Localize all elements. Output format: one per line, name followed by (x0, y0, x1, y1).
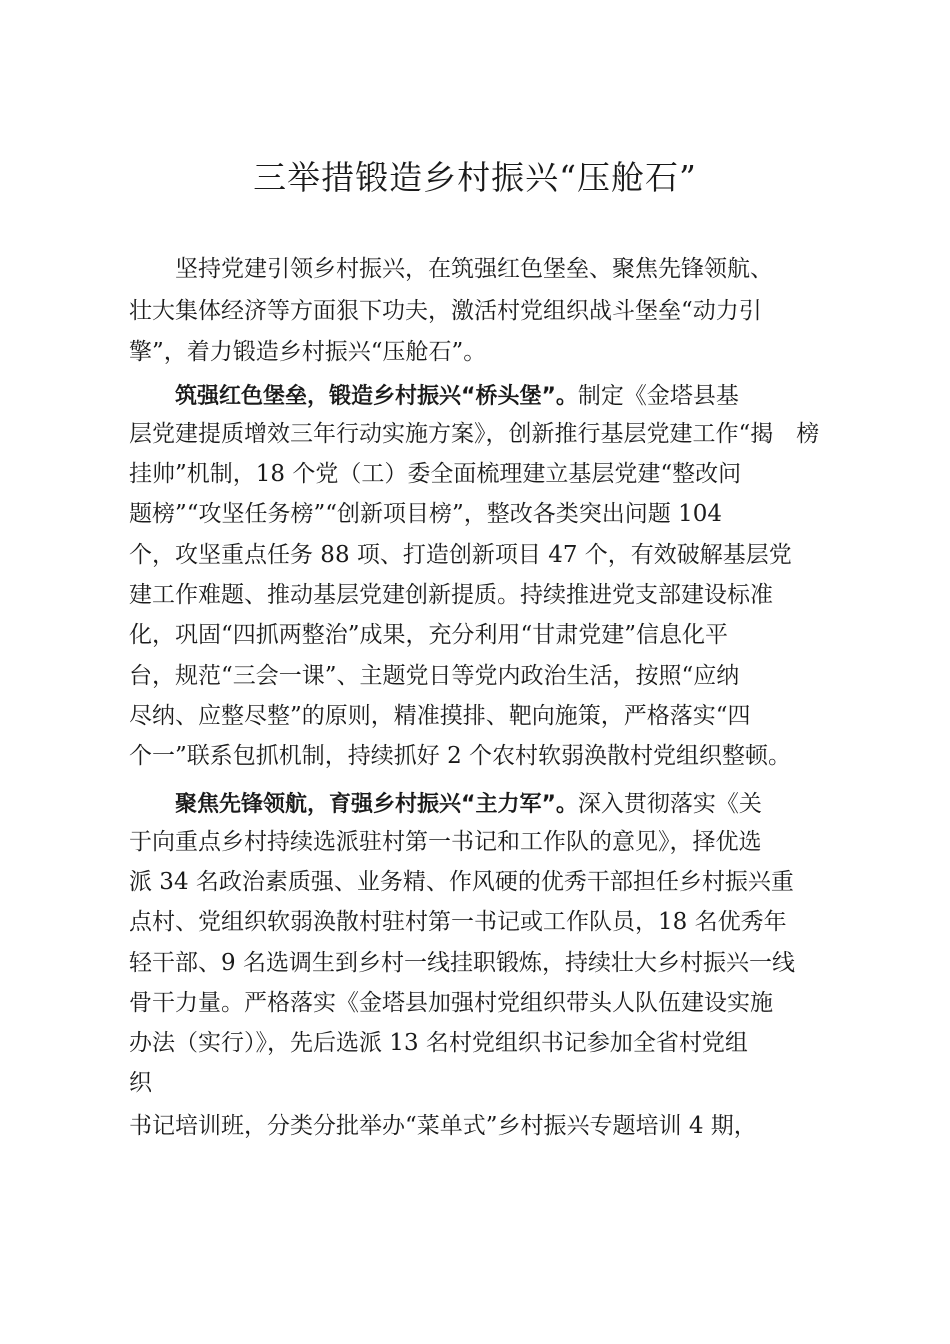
paragraph-2-line: 个，攻坚重点任务 88 项、打造创新项目 47 个，有效破解基层党 (129, 542, 792, 568)
paragraph-3-first-line (175, 787, 762, 821)
paragraph-3-text: 深入贯彻落实《关 (577, 791, 762, 817)
document-title: 三举措锻造乡村振兴“压舱石” (253, 158, 697, 197)
paragraph-3-line: 点村、党组织软弱涣散村驻村第一书记或工作队员，18 名优秀年 (129, 909, 787, 935)
paragraph-3-line: 于向重点乡村持续选派驻村第一书记和工作队的意见》，择优选 (129, 829, 762, 855)
paragraph-3-line: 轻干部、9 名选调生到乡村一线挂职锻炼，持续壮大乡村振兴一线 (129, 950, 795, 976)
paragraph-3-line: 织 (129, 1070, 152, 1096)
paragraph-2-first-line (175, 379, 739, 413)
paragraph-2-line: 台，规范“三会一课”、主题党日等党内政治生活，按照“应纳 (129, 663, 740, 689)
paragraph-3-line: 办法（实行）》，先后选派 13 名村党组织书记参加全省村党组 (129, 1030, 748, 1056)
paragraph-2-text: 制定《金塔县基 (577, 383, 739, 409)
paragraph-2-line: 挂帅”机制，18 个党（工）委全面梳理建立基层党建“整改问 (129, 461, 742, 487)
section-heading: 筑强红色堡垒，锻造乡村振兴“桥头堡”。 (175, 384, 578, 409)
paragraph-1-line: 坚持党建引领乡村振兴，在筑强红色堡垒、聚焦先锋领航、 (175, 256, 773, 282)
paragraph-2-line: 尽纳、应整尽整”的原则，精准摸排、靶向施策，严格落实“四 (129, 703, 751, 729)
paragraph-2-line: 层党建提质增效三年行动实施方案》，创新推行基层党建工作“揭 榜 (129, 421, 820, 447)
paragraph-3-line: 书记培训班，分类分批举办“菜单式”乡村振兴专题培训 4 期， (129, 1113, 757, 1139)
paragraph-2-line: 个一”联系包抓机制，持续抓好 2 个农村软弱涣散村党组织整顿。 (129, 743, 792, 769)
paragraph-1-line: 壮大集体经济等方面狠下功夫，激活村党组织战斗堡垒“动力引 (129, 298, 762, 324)
paragraph-2-line: 题榜”“攻坚任务榜”“创新项目榜”，整改各类突出问题 104 (129, 501, 723, 527)
paragraph-3-line: 派 34 名政治素质强、业务精、作风硬的优秀干部担任乡村振兴重 (129, 869, 794, 895)
paragraph-3-line: 骨干力量。严格落实《金塔县加强村党组织带头人队伍建设实施 (129, 990, 773, 1016)
paragraph-2-line: 建工作难题、推动基层党建创新提质。持续推进党支部建设标准 (129, 582, 773, 608)
paragraph-2-line: 化，巩固“四抓两整治”成果，充分利用“甘肃党建”信息化平 (129, 622, 729, 648)
section-heading: 聚焦先锋领航，育强乡村振兴“主力军”。 (175, 792, 578, 817)
paragraph-1-line: 擎”，着力锻造乡村振兴“压舱石”。 (129, 339, 487, 365)
